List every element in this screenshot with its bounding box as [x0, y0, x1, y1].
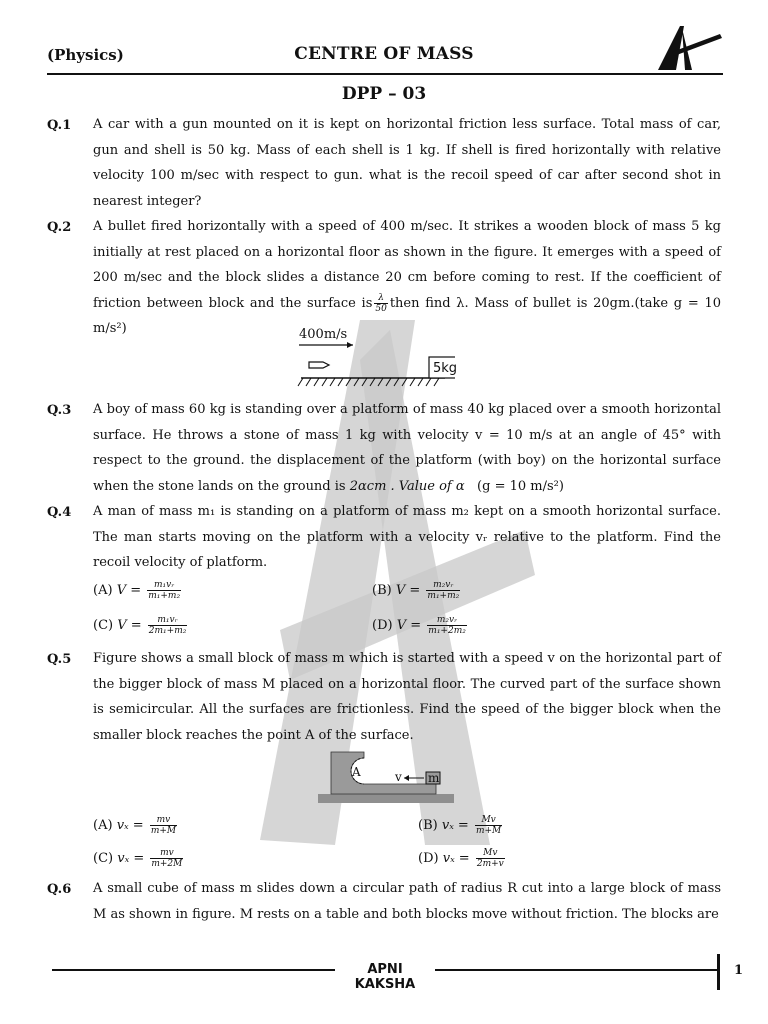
question-2-tail: then find λ. Mass of bullet is 20gm.(take g = 10 m/s²)	[93, 295, 722, 336]
question-number: Q.2	[47, 220, 72, 235]
footer-rule-left	[52, 969, 335, 971]
velocity-label: v	[395, 770, 402, 784]
question-number: Q.1	[47, 118, 72, 133]
question-5-text: Figure shows a small block of mass m which is started with a speed v on the horizontal part of the bigger block of mass M placed on a horizontal floor. The curved part of the surface shown is semicircular. All the surfaces are frictionless. Find the speed of the bigger block when the smaller block reaches the point A of the surface.	[93, 651, 721, 743]
option-c[interactable]: (C) V = $\frac{\text{m₁vᵣ}}{\text{2m₁+m₂}}$	[93, 615, 187, 636]
point-a-label: A	[352, 765, 361, 779]
header-rule	[47, 73, 723, 75]
question-3-tail: (g = 10 m/s²)	[477, 478, 564, 494]
question-number: Q.3	[47, 403, 72, 418]
question-2-text	[93, 214, 721, 342]
small-mass-label: m	[428, 771, 440, 785]
bullet-block-figure	[295, 340, 458, 392]
page-number: 1	[734, 963, 744, 978]
option-d[interactable]: (D) V = $\frac{\text{m₂vᵣ}}{\text{m₁+2m₂}}$	[372, 615, 466, 636]
subject-label: (Physics)	[47, 46, 124, 64]
question-1-text: A car with a gun mounted on it is kept on horizontal friction less surface. Total mass of car, gun and shell is 50 kg. Mass of each shell is 1 kg. If shell is fired horizontally with relative velocity 100 m/sec with respect to gun. what is the recoil speed of car after second shot in nearest integer?	[93, 117, 721, 209]
question-3-expression: 2αcm . Value of α	[349, 478, 465, 494]
option-b[interactable]: (B) vₓ = $\frac{Mv}{m+M}$	[418, 815, 502, 836]
option-a[interactable]: (A) vₓ = $\frac{mv}{m+M}$	[93, 815, 177, 836]
option-b[interactable]: (B) V = $\frac{\text{m₂vᵣ}}{\text{m₁+m₂}}$	[372, 580, 460, 601]
question-2-body: A bullet fired horizontally with a speed of 400 m/sec. It strikes a wooden block of mass 5 kg initially at rest placed on a horizontal floor as shown in the figure. It emerges with a speed of 200 m/sec and the block slides a distance 20 cm before coming to rest. If the coefficient of friction between block and the surface is	[93, 219, 721, 311]
chapter-title: CENTRE OF MASS	[294, 44, 474, 64]
question-6-text: A small cube of mass m slides down a circular path of radius R cut into a large block of mass M as shown in figure. M rests on a table and both blocks move without friction. The blocks are	[93, 881, 721, 922]
footer-rule-right	[435, 969, 717, 971]
bullet-speed-label: 400m/s	[299, 327, 348, 342]
question-number: Q.6	[47, 882, 72, 897]
block-mass-label: 5kg	[433, 361, 458, 376]
option-c[interactable]: (C) vₓ = $\frac{mv}{m+2M}$	[93, 848, 183, 869]
footer-brand: APNI KAKSHA	[354, 962, 416, 992]
question-number: Q.4	[47, 505, 72, 520]
option-a[interactable]: (A) V = $\frac{\text{m₁vᵣ}}{\text{m₁+m₂}}$	[93, 580, 181, 601]
fraction: $\frac{\lambda}{50}$	[375, 292, 387, 314]
question-3-text	[93, 397, 721, 499]
question-4-text: A man of mass m₁ is standing on a platform of mass m₂ kept on a smooth horizontal surface. The man starts moving on the platform with a velocity vᵣ relative to the platform. Find the recoil velocity of platform.	[93, 504, 721, 570]
question-3-body: A boy of mass 60 kg is standing over a platform of mass 40 kg placed over a smooth horizontal surface. He throws a stone of mass 1 kg with velocity v = 10 m/s at an angle of 45° with respect to the ground. the displacement of the platform (with boy) on the horizontal surface when the stone lands on the ground is	[93, 402, 721, 494]
option-d[interactable]: (D) vₓ = $\frac{Mv}{2m+v}$	[418, 848, 504, 869]
footer-divider	[717, 954, 720, 990]
question-number: Q.5	[47, 652, 72, 667]
sheet-title: DPP – 03	[341, 84, 427, 104]
apni-kaksha-logo-icon	[652, 22, 724, 74]
